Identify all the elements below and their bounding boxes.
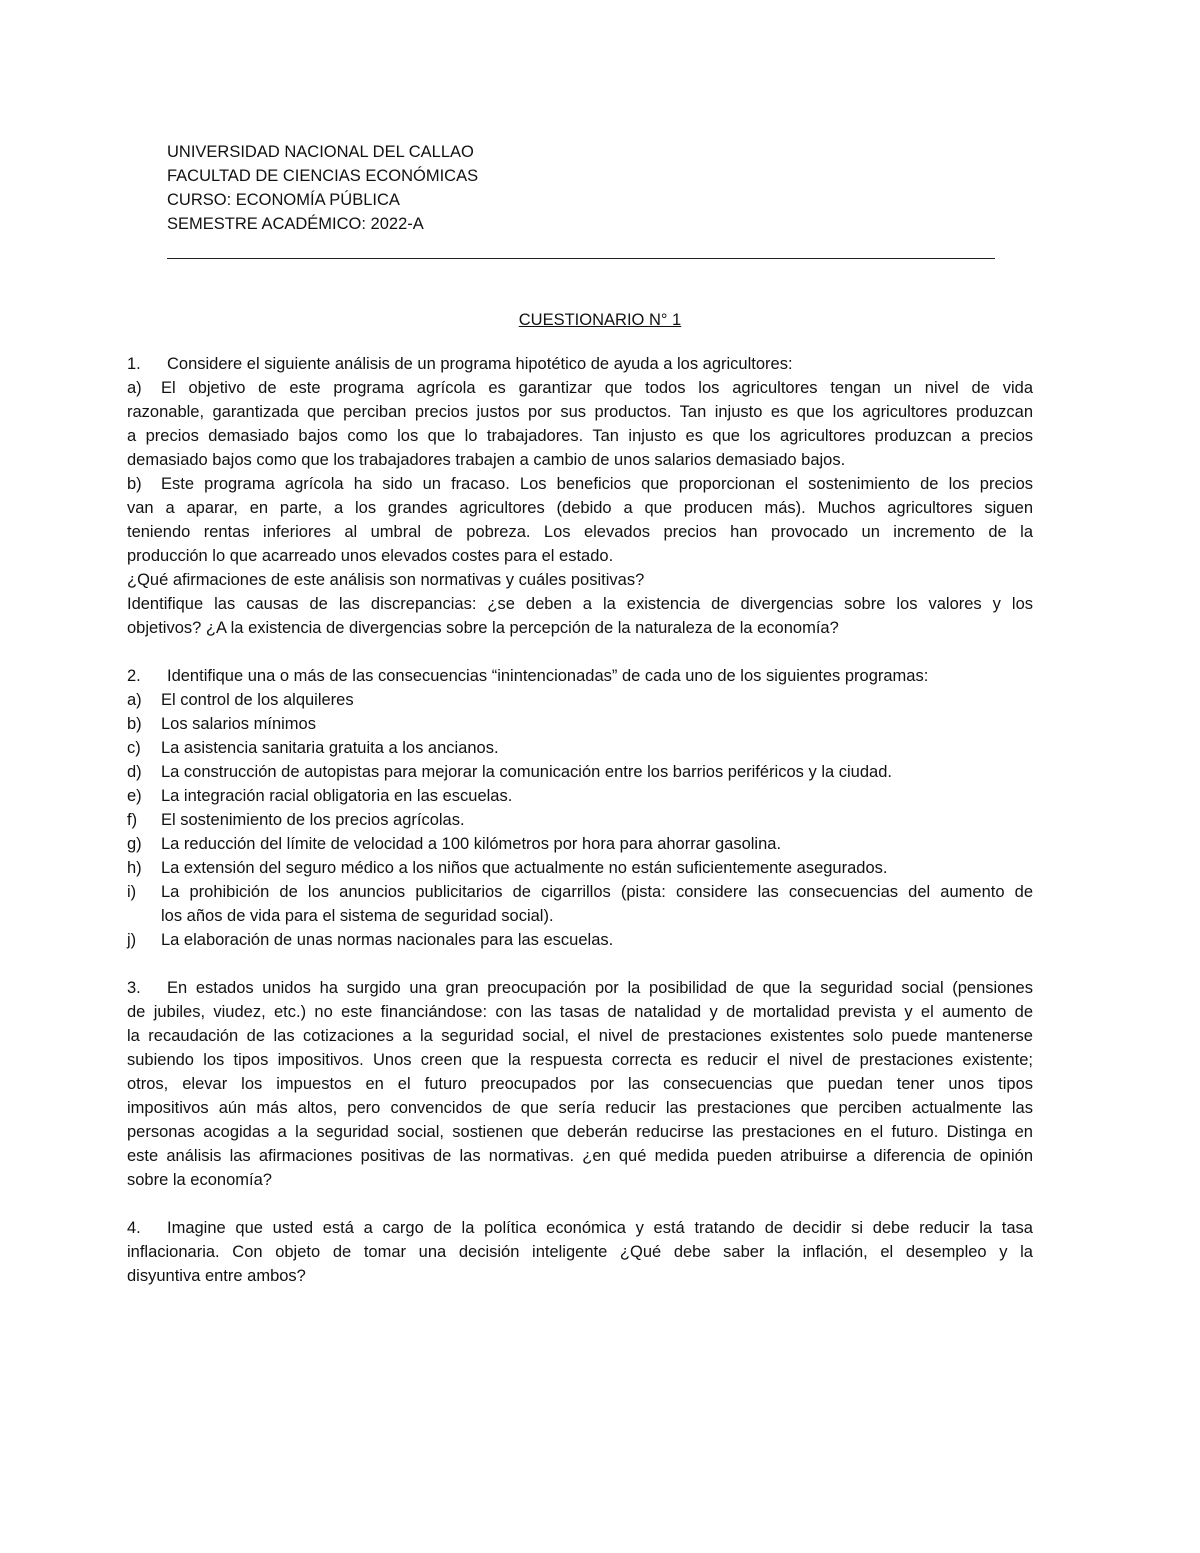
list-item bbox=[127, 736, 1033, 760]
question-text: Imagine que usted está a cargo de la política económica y está tratando de decidir si debe reducir la tasa bbox=[167, 1219, 1033, 1237]
academic-semester: SEMESTRE ACADÉMICO: 2022-A bbox=[167, 215, 424, 233]
list-item bbox=[127, 712, 1033, 736]
question-1-b-line bbox=[127, 472, 1033, 496]
list-item bbox=[127, 832, 1033, 856]
item-label: c) bbox=[127, 739, 141, 757]
question-1-prompt: objetivos? ¿A la existencia de divergencias sobre la percepción de la naturaleza de la economía? bbox=[127, 619, 839, 637]
question-1-b-line: teniendo rentas inferiores al umbral de pobreza. Los elevados precios han provocado un incremento de la bbox=[127, 523, 1033, 541]
item-label: b) bbox=[127, 475, 142, 493]
faculty-name: FACULTAD DE CIENCIAS ECONÓMICAS bbox=[167, 167, 479, 185]
question-number: 2. bbox=[127, 667, 141, 685]
list-item bbox=[127, 880, 1033, 904]
question-4-line bbox=[127, 1216, 1033, 1240]
item-text: La prohibición de los anuncios publicitarios de cigarrillos (pista: considere las consecuencias del aumento de bbox=[161, 883, 1033, 901]
question-3-line: sobre la economía? bbox=[127, 1171, 272, 1189]
question-1-b-line: producción lo que acarreado unos elevados costes para el estado. bbox=[127, 547, 614, 565]
list-item bbox=[127, 808, 1033, 832]
item-label: a) bbox=[127, 379, 142, 397]
question-1-a-line: a precios demasiado bajos como los que lo trabajadores. Tan injusto es que los agricultores produzcan a precios bbox=[127, 427, 1033, 445]
question-1-prompt: Identifique las causas de las discrepancias: ¿se deben a la existencia de divergencias sobre los valores y los bbox=[127, 595, 1033, 613]
question-3-line: impositivos aún más altos, pero convencidos de que sería reducir las prestaciones que perciben actualmente las bbox=[127, 1099, 1033, 1117]
header-divider bbox=[167, 258, 995, 259]
item-label: d) bbox=[127, 763, 142, 781]
item-label: j) bbox=[127, 931, 137, 949]
page-title: CUESTIONARIO N° 1 bbox=[518, 311, 682, 329]
questionnaire-body bbox=[127, 352, 1033, 1288]
question-text: Considere el siguiente análisis de un programa hipotético de ayuda a los agricultores: bbox=[167, 355, 793, 373]
question-3-line bbox=[127, 976, 1033, 1000]
question-3-line: otros, elevar los impuestos en el futuro preocupados por las consecuencias que puedan tener unos tipos bbox=[127, 1075, 1033, 1093]
item-text: El control de los alquileres bbox=[161, 691, 354, 709]
question-3-line: personas acogidas a la seguridad social, sostienen que deberán reducirse las prestaciones en el futuro. Distinga en bbox=[127, 1123, 1033, 1141]
item-text: La construcción de autopistas para mejorar la comunicación entre los barrios periféricos y la ciudad. bbox=[161, 763, 892, 781]
item-text: El sostenimiento de los precios agrícolas. bbox=[161, 811, 465, 829]
question-3-line: de jubiles, viudez, etc.) no este financiándose: con las tasas de natalidad y de mortalidad prevista y el aumento de bbox=[127, 1003, 1033, 1021]
list-item bbox=[127, 928, 1033, 952]
item-label: f) bbox=[127, 811, 138, 829]
course-name: CURSO: ECONOMÍA PÚBLICA bbox=[167, 191, 400, 209]
question-3-line: este análisis las afirmaciones positivas de las normativas. ¿en qué medida pueden atribuirse a diferencia de opinión bbox=[127, 1147, 1033, 1165]
question-1-a-line: razonable, garantizada que perciban precios justos por sus productos. Tan injusto es que los agricultores produzcan bbox=[127, 403, 1033, 421]
item-label: a) bbox=[127, 691, 142, 709]
question-1-prompt: ¿Qué afirmaciones de este análisis son normativas y cuáles positivas? bbox=[127, 571, 645, 589]
item-label: g) bbox=[127, 835, 142, 853]
item-label: e) bbox=[127, 787, 142, 805]
item-text: La integración racial obligatoria en las escuelas. bbox=[161, 787, 513, 805]
list-item bbox=[127, 688, 1033, 712]
list-item bbox=[127, 784, 1033, 808]
question-text: Identifique una o más de las consecuencias “inintencionadas” de cada uno de los siguientes programas: bbox=[167, 667, 929, 685]
question-3-line: la recaudación de las cotizaciones a la seguridad social, el nivel de prestaciones existentes solo puede mantenerse bbox=[127, 1027, 1033, 1045]
question-number: 1. bbox=[127, 355, 141, 373]
item-text: La extensión del seguro médico a los niños que actualmente no están suficientemente asegurados. bbox=[161, 859, 888, 877]
question-number: 3. bbox=[127, 979, 141, 997]
item-text: Este programa agrícola ha sido un fracaso. Los beneficios que proporcionan el sostenimiento de los precios bbox=[161, 475, 1033, 493]
list-item-continuation: los años de vida para el sistema de seguridad social). bbox=[161, 907, 554, 925]
item-text: Los salarios mínimos bbox=[161, 715, 316, 733]
item-text: La elaboración de unas normas nacionales para las escuelas. bbox=[161, 931, 614, 949]
question-1-a-line: demasiado bajos como que los trabajadores trabajen a cambio de unos salarios demasiado bajos. bbox=[127, 451, 846, 469]
item-text: La reducción del límite de velocidad a 100 kilómetros por hora para ahorrar gasolina. bbox=[161, 835, 782, 853]
list-item bbox=[127, 856, 1033, 880]
question-1-intro bbox=[127, 352, 1033, 376]
question-1-a-line bbox=[127, 376, 1033, 400]
question-text: En estados unidos ha surgido una gran preocupación por la posibilidad de que la seguridad social (pensiones bbox=[167, 979, 1033, 997]
question-3-line: subiendo los tipos impositivos. Unos creen que la respuesta correcta es reducir el nivel de prestaciones existente; bbox=[127, 1051, 1033, 1069]
item-label: i) bbox=[127, 883, 137, 901]
institution-header bbox=[167, 140, 478, 236]
question-4-line: inflacionaria. Con objeto de tomar una decisión inteligente ¿Qué debe saber la inflación, el desempleo y la bbox=[127, 1243, 1033, 1261]
question-number: 4. bbox=[127, 1219, 141, 1237]
question-1-b-line: van a aparar, en parte, a los grandes agricultores (debido a que producen más). Muchos agricultores siguen bbox=[127, 499, 1033, 517]
question-4-line: disyuntiva entre ambos? bbox=[127, 1267, 306, 1285]
question-2-intro bbox=[127, 664, 1033, 688]
item-text: La asistencia sanitaria gratuita a los ancianos. bbox=[161, 739, 499, 757]
item-text: El objetivo de este programa agrícola es garantizar que todos los agricultores tengan un nivel de vida bbox=[161, 379, 1033, 397]
item-label: h) bbox=[127, 859, 142, 877]
university-name: UNIVERSIDAD NACIONAL DEL CALLAO bbox=[167, 143, 474, 161]
list-item bbox=[127, 760, 1033, 784]
item-label: b) bbox=[127, 715, 142, 733]
